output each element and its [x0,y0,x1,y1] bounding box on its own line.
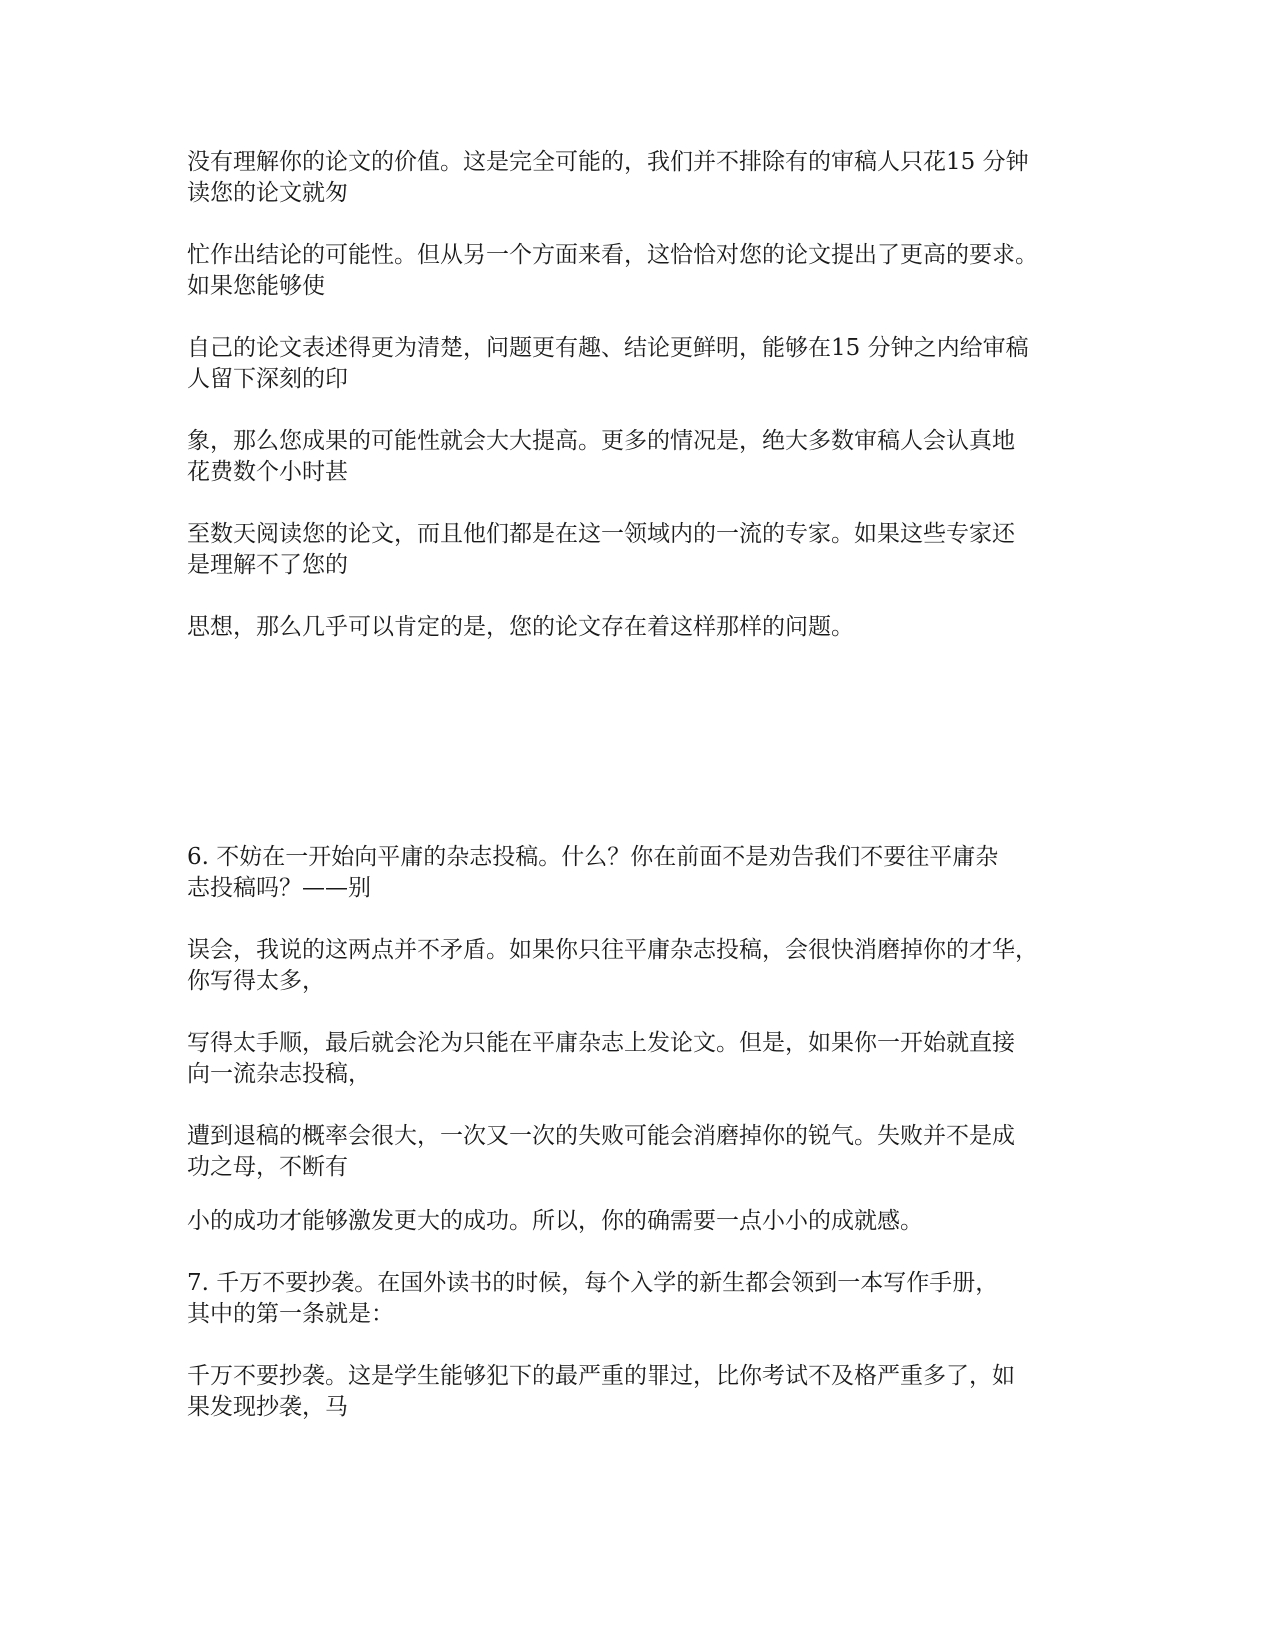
paragraph [187,612,1087,643]
paragraph-line: 6. 不妨在一开始向平庸的杂志投稿。什么？你在前面不是劝告我们不要往平庸杂 [187,844,999,870]
paragraph-line: 其中的第一条就是： [187,1301,394,1327]
paragraph [187,240,1087,302]
paragraph [187,147,1087,209]
paragraph-line: 误会，我说的这两点并不矛盾。如果你只往平庸杂志投稿，会很快消磨掉你的才华， [187,937,1038,963]
paragraph-line: 果发现抄袭，马 [187,1394,348,1420]
paragraph-line: 遭到退稿的概率会很大，一次又一次的失败可能会消磨掉你的锐气。失败并不是成 [187,1123,1015,1149]
paragraph-line: 功之母，不断有 [187,1154,348,1180]
paragraph-line: 小的成功才能够激发更大的成功。所以，你的确需要一点小小的成就感。 [187,1208,923,1234]
paragraph-line: 志投稿吗？——别 [187,875,371,901]
paragraph-line: 象，那么您成果的可能性就会大大提高。更多的情况是，绝大多数审稿人会认真地 [187,428,1015,454]
paragraph-line: 自己的论文表述得更为清楚，问题更有趣、结论更鲜明，能够在15 分钟之内给审稿 [187,335,1029,361]
paragraph [187,1268,1087,1330]
paragraph-line: 人留下深刻的印 [187,366,348,392]
paragraph [187,333,1087,395]
paragraph-line: 至数天阅读您的论文，而且他们都是在这一领域内的一流的专家。如果这些专家还 [187,521,1015,547]
paragraph-line: 没有理解你的论文的价值。这是完全可能的，我们并不排除有的审稿人只花15 分钟 [187,149,1029,175]
paragraph-line: 7. 千万不要抄袭。在国外读书的时候，每个入学的新生都会领到一本写作手册， [187,1270,999,1296]
paragraph [187,1361,1087,1423]
paragraph [187,519,1087,581]
paragraph-line: 思想，那么几乎可以肯定的是，您的论文存在着这样那样的问题。 [187,614,854,640]
paragraph-line: 向一流杂志投稿， [187,1061,371,1087]
paragraph-line: 如果您能够使 [187,273,325,299]
paragraph-line: 是理解不了您的 [187,552,348,578]
paragraph [187,1121,1087,1183]
paragraph-line: 读您的论文就匆 [187,180,348,206]
paragraph [187,426,1087,488]
paragraph-line: 花费数个小时甚 [187,459,348,485]
paragraph-line: 你写得太多， [187,968,325,994]
paragraph-line: 千万不要抄袭。这是学生能够犯下的最严重的罪过，比你考试不及格严重多了，如 [187,1363,1015,1389]
paragraph [187,1028,1087,1090]
paragraph [187,935,1087,997]
paragraph [187,1206,1087,1237]
paragraph-line: 忙作出结论的可能性。但从另一个方面来看，这恰恰对您的论文提出了更高的要求。 [187,242,1038,268]
paragraph-line: 写得太手顺，最后就会沦为只能在平庸杂志上发论文。但是，如果你一开始就直接 [187,1030,1015,1056]
paragraph [187,842,1087,904]
